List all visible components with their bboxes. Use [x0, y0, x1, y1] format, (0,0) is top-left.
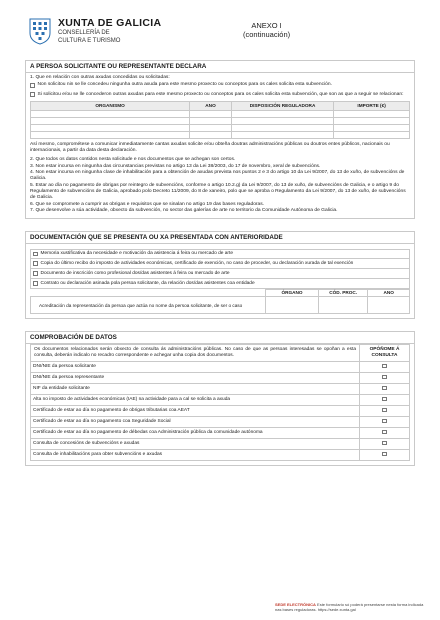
document-label: Memoria xustificativa da necesidade e motivación da asistencia á feira ou mercado de arte [40, 251, 234, 257]
document-header [25, 14, 415, 56]
aid-cell[interactable] [31, 117, 190, 124]
department-line-1: CONSELLERÍA DE [58, 30, 110, 36]
consultation-label: Consulta de inhabilitacións para obter subvencións e axudas [31, 450, 360, 461]
col-ano: ANO [368, 290, 410, 297]
aid-cell[interactable] [334, 124, 410, 131]
checkbox[interactable] [33, 252, 38, 257]
consultation-row [31, 439, 410, 450]
consultation-label: Certificado de estar ao día no pagamento de obrigas tributarias coa AEAT [31, 406, 360, 417]
oppose-cell [360, 428, 410, 439]
oppose-checkbox[interactable] [382, 397, 387, 402]
consultation-row [31, 450, 410, 461]
oppose-cell [360, 417, 410, 428]
document-list [30, 249, 410, 289]
document-row[interactable] [30, 249, 410, 259]
col-ano: ANO [190, 101, 232, 110]
department-line-2: CULTURA E TURISMO [58, 38, 121, 44]
option-label: Si solicitou e/ou se lle concederon outras axudas para este mesmo proxecto ou conceptos para os cales solicita esta subvención, que son as que a seguir se relacionan: [37, 91, 404, 97]
aid-cell[interactable] [231, 110, 333, 117]
checkbox[interactable] [30, 83, 35, 88]
oppose-checkbox[interactable] [382, 386, 387, 391]
aid-cell[interactable] [334, 117, 410, 124]
col-importe: IMPORTE (€) [334, 101, 410, 110]
declaration-item: 7. Que desenvolve a súa actividade, obxecto da subvención, no sector das galerías de arte no territorio da Comunidade Autónoma de Galicia. [30, 207, 338, 213]
consultation-row [31, 417, 410, 428]
consultation-intro: Os documentos relacionados serán obxecto de consulta ás administracións públicas. No caso de que as persoas interesadas se opoñan a esta consulta, deberán indicalo no recadro correspondente e achegar unha copia dos documentos. [31, 345, 360, 362]
declaration-section [25, 60, 415, 219]
aid-cell[interactable] [231, 124, 333, 131]
checkbox[interactable] [33, 281, 38, 286]
consultation-label: NIF da entidade solicitante [31, 384, 360, 395]
consultation-row [31, 384, 410, 395]
declaration-item: 6. Que se compromete a cumprir as obrigas e requisitos que se sinalan no artigo 19 das bases reguladoras. [30, 201, 265, 207]
checkbox[interactable] [30, 92, 35, 97]
ano-cell[interactable] [368, 297, 410, 314]
continuation-label: (continuación) [243, 30, 291, 39]
xunta-logo-icon [28, 17, 52, 45]
aid-row [31, 131, 410, 138]
previously-submitted-table [30, 289, 410, 314]
document-label: Copia do último recibo do imposto de actividades económicas, certificado de exención, no caso de proceder, ou declaración xurada de tal exención [40, 260, 354, 266]
organo-cell[interactable] [265, 297, 318, 314]
checkbox[interactable] [33, 271, 38, 276]
oppose-checkbox[interactable] [382, 419, 387, 424]
representation-doc: Acreditación da representación da persoa que actúa no nome da persoa solicitante, de ser o caso [31, 297, 266, 314]
annex-title [243, 21, 290, 39]
oppose-checkbox[interactable] [382, 452, 387, 457]
other-aid-table [30, 101, 410, 139]
aid-cell[interactable] [334, 131, 410, 138]
oppose-checkbox[interactable] [382, 430, 387, 435]
declaration-item: 3. Non estar incursa en ningunha das circunstancias previstas no artigo 13 da Lei 38/2003, do 17 de novembro, xeral de subvencións. [30, 163, 321, 169]
col-disposicion: DISPOSICIÓN REGULADORA [231, 101, 333, 110]
brand-name: XUNTA DE GALICIA [58, 17, 162, 29]
consultation-row [31, 373, 410, 384]
col-organismo: ORGANISMO [31, 101, 190, 110]
aid-cell[interactable] [190, 131, 232, 138]
oppose-header: OPÓÑOME Á CONSULTA [360, 345, 410, 362]
col-cod-proc: CÓD. PROC. [319, 290, 368, 297]
oppose-cell [360, 384, 410, 395]
aid-row [31, 117, 410, 124]
aid-cell[interactable] [31, 131, 190, 138]
consultation-label: Certificado de estar ao día no pagamento coa Seguridade Social [31, 417, 360, 428]
declaration-item: 5. Estar ao día no pagamento de obrigas por reintegro de subvencións, conforme o artigo 10.2.g) da Lei 9/2007, do 13 de xuño, de subvencións de Galicia, e o artigo 9 do Regulamento de subvencións de Galicia, aprobado polo Decreto 11/2009, do 8 de xaneiro, polo que se aproba o Regulamento da Lei 9/2007, do 13 de xuño, de subvencións de Galicia. [30, 182, 406, 201]
annex-label: ANEXO I [251, 21, 282, 30]
consultation-label: DNI/NIE da persoa solicitante [31, 362, 360, 373]
option-label: Non solicitou nin se lle concedeu ningunha outra axuda para este mesmo proxecto ou conceptos para os cales solicita esta subvención. [37, 82, 332, 88]
consultation-row [31, 406, 410, 417]
commitment-text: Así mesmo, comprométese a comunicar inmediatamente cantas axudas solicite e/ou obteña doutras administracións públicas ou doutros entes públicos, nacionais ou internacionais, a partir da data desta declaración. [30, 141, 390, 154]
aid-cell[interactable] [31, 124, 190, 131]
aid-cell[interactable] [190, 110, 232, 117]
footer-note [275, 603, 425, 613]
oppose-checkbox[interactable] [382, 375, 387, 380]
document-row[interactable] [30, 269, 410, 279]
aid-row [31, 124, 410, 131]
form-page [25, 14, 415, 466]
document-label: Documento de inscrición como profesional dos/das asistentes á feira ou mercado de arte [40, 270, 230, 276]
declaration-item: 4. Non estar incursa en ningunha clase de inhabilitación para a obtención de axudas prevista nos puntos 2 e 3 do artigo 10 da Lei 9/2007, do 13 de xuño, de subvencións de Galicia. [30, 170, 405, 182]
data-check-title: COMPROBACIÓN DE DATOS [26, 332, 414, 344]
declaration-title: A PERSOA SOLICITANTE OU REPRESENTANTE DECLARA [26, 61, 414, 73]
declaration-item-1: 1. Que en relación con outras axudas concedidas ou solicitadas: [30, 75, 170, 80]
option-no-other-aid[interactable] [30, 82, 410, 88]
aid-cell[interactable] [231, 131, 333, 138]
aid-cell[interactable] [190, 124, 232, 131]
aid-cell[interactable] [231, 117, 333, 124]
oppose-cell [360, 406, 410, 417]
checkbox[interactable] [33, 261, 38, 266]
option-other-aid[interactable] [30, 92, 410, 98]
cod-proc-cell[interactable] [319, 297, 368, 314]
declaration-item: 2. Que todos os datos contidos nesta solicitude e nos documentos que se achegan son certos. [30, 157, 236, 163]
consultation-label: DNI/NIE da persoa representante [31, 373, 360, 384]
oppose-cell [360, 362, 410, 373]
oppose-cell [360, 395, 410, 406]
consultation-label: Alta no imposto de actividades económicas (IAE) na actividade para a cal se solicita a axuda [31, 395, 360, 406]
oppose-cell [360, 373, 410, 384]
col-organo: ÓRGANO [265, 290, 318, 297]
aid-cell[interactable] [31, 110, 190, 117]
document-row[interactable] [30, 279, 410, 289]
documentation-section [25, 231, 415, 319]
sede-label: SEDE ELECTRÓNICA [275, 602, 316, 607]
oppose-checkbox[interactable] [382, 441, 387, 446]
consultation-row [31, 395, 410, 406]
aid-cell[interactable] [190, 117, 232, 124]
documentation-title: DOCUMENTACIÓN QUE SE PRESENTA OU XA PRESENTADA CON ANTERIORIDADE [26, 232, 414, 244]
document-label: Contrato ou declaración asinada pola persoa solicitante, da relación dos/das asistentes coa entidade [40, 280, 255, 286]
oppose-cell [360, 450, 410, 461]
data-check-section [25, 331, 415, 466]
consultation-label: Consulta de concesións de subvencións e axudas [31, 439, 360, 450]
oppose-checkbox[interactable] [382, 364, 387, 369]
consultation-row [31, 428, 410, 439]
aid-row [31, 110, 410, 117]
document-row[interactable] [30, 259, 410, 269]
aid-cell[interactable] [334, 110, 410, 117]
brand-block [58, 18, 161, 45]
footer-text: Este formulario só poderá presentarse nesta forma indicada nas bases reguladoras. https://sede.xunta.gal [275, 602, 424, 612]
oppose-cell [360, 439, 410, 450]
oppose-checkbox[interactable] [382, 408, 387, 413]
consultation-table [30, 344, 410, 461]
consultation-label: Certificado de estar ao día no pagamento de débedas coa Administración pública da comunidade autónoma [31, 428, 360, 439]
consultation-row [31, 362, 410, 373]
